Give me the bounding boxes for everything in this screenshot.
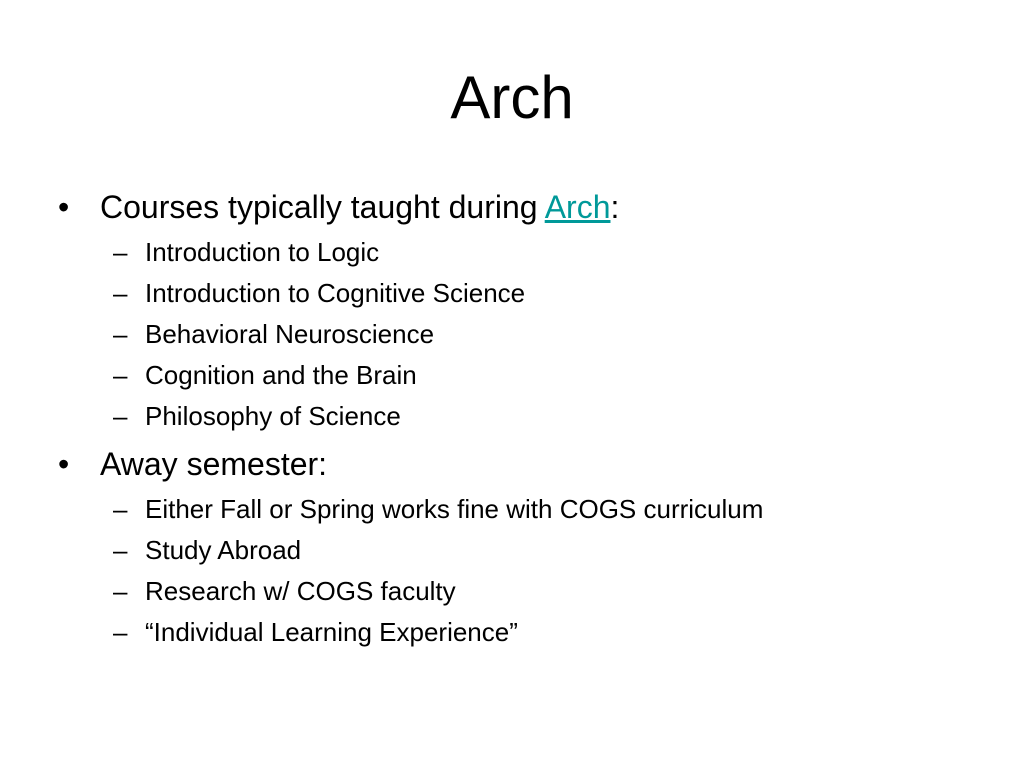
- bullet-text-after-link: :: [610, 189, 620, 225]
- bullet-list: [58, 182, 988, 655]
- sub-item-text: Cognition and the Brain: [145, 360, 417, 390]
- sub-list-item: [58, 396, 988, 437]
- sub-list-item: [58, 355, 988, 396]
- slide-title: Arch: [450, 64, 574, 131]
- sub-list-away-semester: [58, 489, 988, 653]
- sub-item-text: Introduction to Logic: [145, 237, 380, 267]
- bullet-row: [58, 182, 988, 232]
- sub-list-item: [58, 571, 988, 612]
- sub-item-text: Either Fall or Spring works fine with COGS curriculum: [145, 494, 764, 524]
- bullet-item-away-semester: [58, 439, 988, 653]
- bullet-row: [58, 439, 988, 489]
- dash-marker: –: [113, 535, 128, 565]
- dash-marker: –: [113, 401, 128, 431]
- sub-item-text: Research w/ COGS faculty: [145, 576, 456, 606]
- arch-link[interactable]: Arch: [544, 189, 611, 225]
- dash-marker: –: [113, 576, 128, 606]
- bullet-marker: •: [58, 446, 70, 482]
- sub-item-text: Philosophy of Science: [145, 401, 401, 431]
- sub-list-courses: [58, 232, 988, 437]
- sub-list-item: [58, 314, 988, 355]
- bullet-text-before-link: Courses typically taught during: [100, 189, 545, 225]
- sub-item-text: “Individual Learning Experience”: [145, 617, 518, 647]
- bullet-marker: •: [58, 189, 70, 225]
- dash-marker: –: [113, 494, 128, 524]
- bullet-item-courses: [58, 182, 988, 437]
- sub-list-item: [58, 273, 988, 314]
- dash-marker: –: [113, 360, 128, 390]
- sub-item-text: Study Abroad: [145, 535, 302, 565]
- dash-marker: –: [113, 237, 128, 267]
- dash-marker: –: [113, 278, 128, 308]
- bullet-text: Away semester:: [100, 446, 328, 482]
- dash-marker: –: [113, 617, 128, 647]
- sub-item-text: Behavioral Neuroscience: [145, 319, 435, 349]
- sub-list-item: [58, 530, 988, 571]
- sub-item-text: Introduction to Cognitive Science: [145, 278, 526, 308]
- sub-list-item: [58, 612, 988, 653]
- dash-marker: –: [113, 319, 128, 349]
- sub-list-item: [58, 232, 988, 273]
- bullet-text: [100, 182, 619, 232]
- sub-list-item: [58, 489, 988, 530]
